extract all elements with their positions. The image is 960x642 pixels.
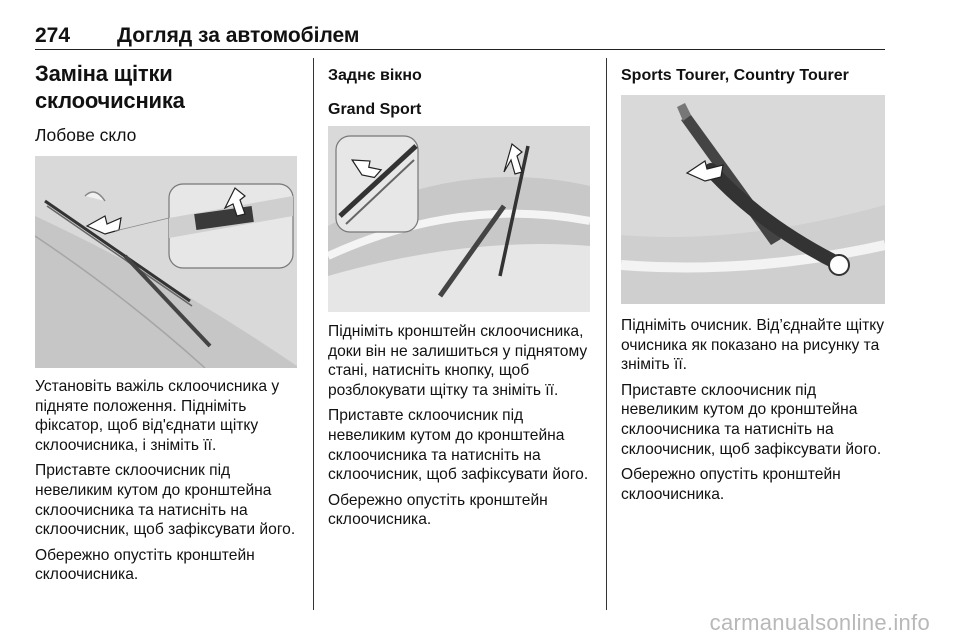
windscreen-wiper-illustration: [35, 156, 297, 368]
column-windscreen: [35, 60, 297, 146]
subsection-title: Лобове скло: [35, 125, 137, 145]
page-header: [35, 24, 885, 50]
text-block-grand-sport: [328, 322, 596, 536]
section-title: Sports Tourer, Country Tourer: [621, 67, 849, 84]
section-title: Заднє вікно: [328, 67, 422, 84]
column-sports-tourer: [621, 60, 885, 86]
paragraph: Підніміть очисник. Від’єднайте щітку очисника як показано на рисунку та зніміть її.: [621, 317, 885, 374]
section-title-line: склоочисника: [35, 88, 185, 113]
sports-tourer-wiper-illustration: [621, 95, 885, 304]
watermark: carmanualsonline.info: [709, 610, 930, 635]
paragraph: Обережно опустіть кронштейн склоочисника.: [621, 466, 841, 503]
subsection-title: Grand Sport: [328, 101, 422, 118]
section-title-line: Заміна щітки: [35, 61, 173, 86]
page-number: 274: [35, 24, 71, 47]
paragraph: Приставте склоочисник під невеликим кутом до кронштейна склоочисника та натисніть на склоочисник, щоб зафіксувати його.: [328, 407, 589, 484]
paragraph: Установіть важіль склоочисника у підняте положення. Підніміть фіксатор, щоб від'єднати щітку склоочисника, і зніміть її.: [35, 378, 280, 454]
figure-sports-tourer-wiper: [621, 95, 885, 304]
paragraph: Підніміть кронштейн склоочисника, доки він не залишиться у піднятому стані, натисніть кнопку, щоб розблокувати щітку та зніміть її.: [328, 323, 588, 399]
grand-sport-wiper-illustration: [328, 126, 590, 312]
chapter-title: Догляд за автомобілем: [117, 24, 360, 47]
paragraph: Приставте склоочисник під невеликим кутом до кронштейна склоочисника та натисніть на склоочисник, щоб зафіксувати його.: [35, 462, 296, 539]
column-divider: [606, 58, 607, 610]
text-block-windscreen: [35, 377, 299, 591]
paragraph: Обережно опустіть кронштейн склоочисника.: [35, 546, 255, 584]
column-divider: [313, 58, 314, 610]
figure-grand-sport-wiper: [328, 126, 590, 312]
text-block-sports-tourer: [621, 316, 885, 510]
figure-windscreen-wiper: [35, 156, 297, 368]
paragraph: Обережно опустіть кронштейн склоочисника.: [328, 491, 548, 529]
paragraph: Приставте склоочисник під невеликим кутом до кронштейна склоочисника та натисніть на склоочисник, щоб зафіксувати його.: [621, 381, 882, 458]
section-title: [35, 60, 297, 114]
column-rear-window: [328, 60, 590, 120]
